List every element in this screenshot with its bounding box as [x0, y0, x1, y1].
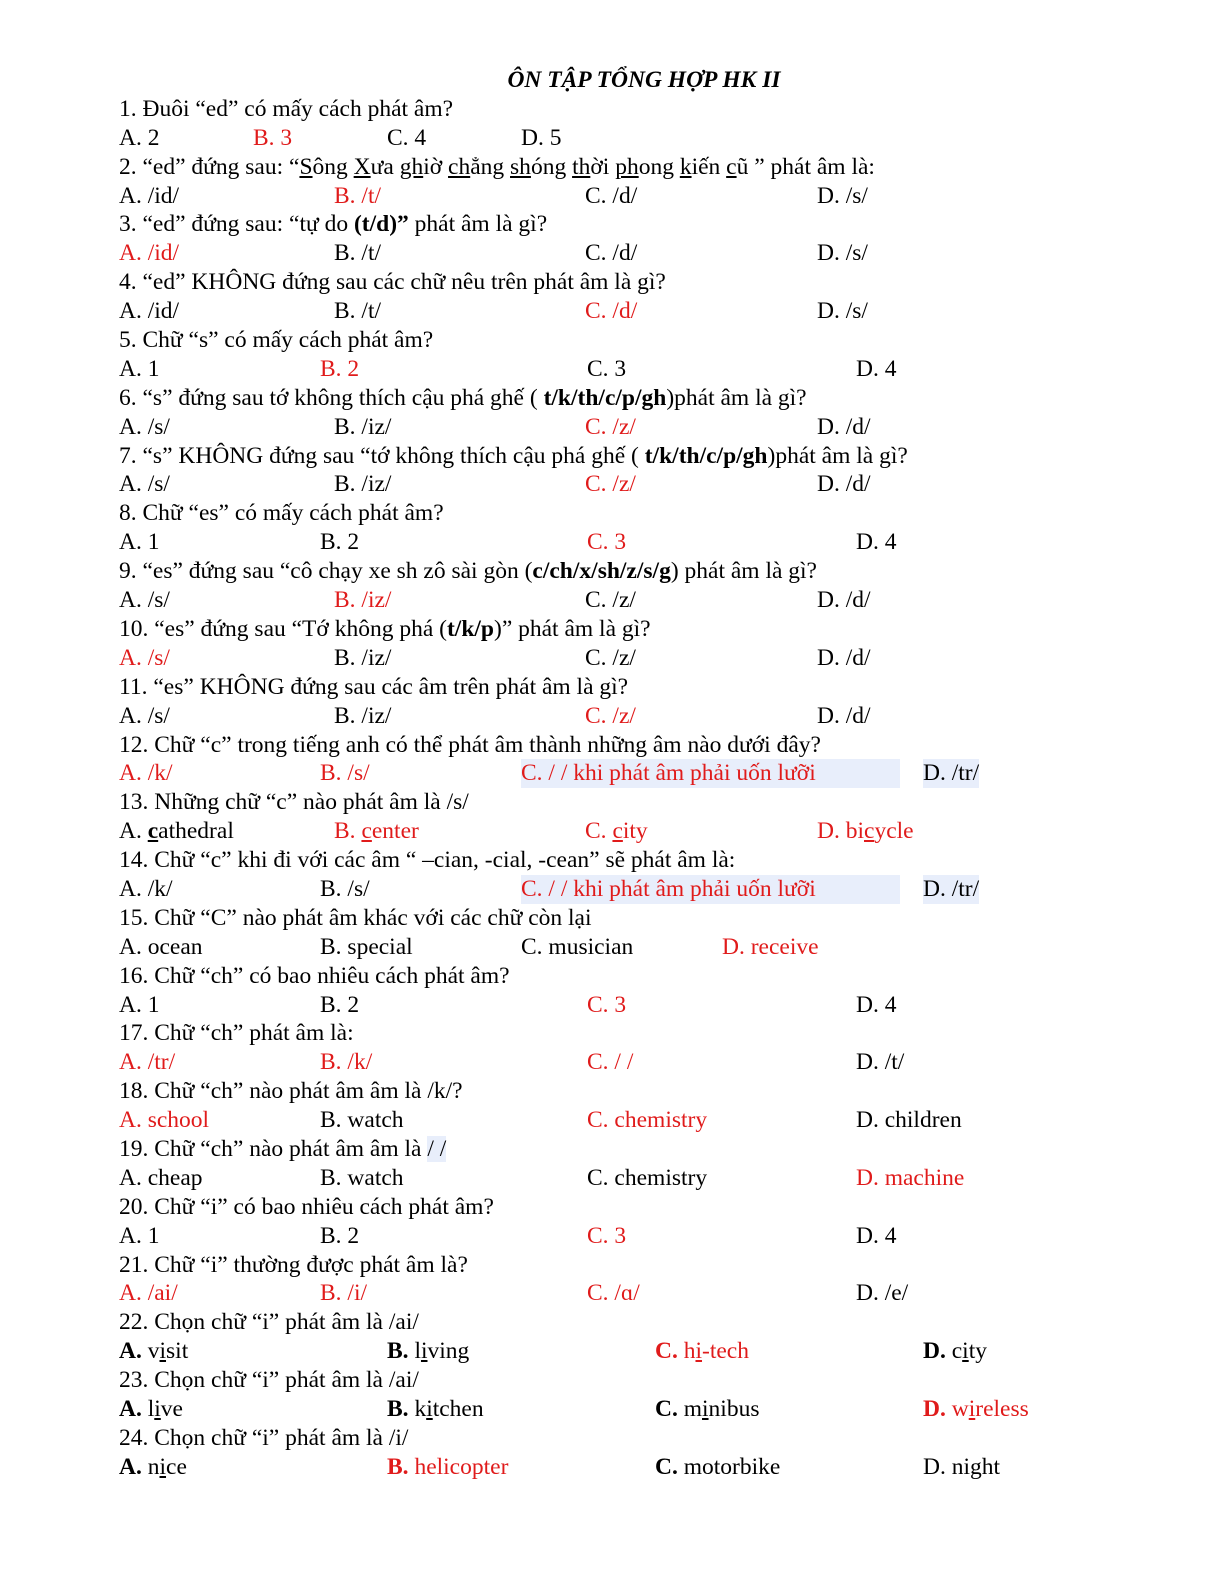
options-13 [119, 817, 1119, 846]
option-d: D. /d/ [817, 471, 871, 498]
question-2: 2. “ed” đứng sau: “Sông Xưa ghiờ chẳng shóng thời phong kiến cũ ” phát âm là: [119, 153, 875, 180]
option-d-answer: D. receive [722, 933, 819, 960]
option-d: D. /tr/ [923, 760, 980, 787]
option-b-answer: B. center [334, 818, 419, 845]
options-24 [119, 1453, 1119, 1482]
options-23 [119, 1395, 1119, 1424]
option-b-answer: B. /s/ [320, 760, 370, 787]
option-c-answer: C. / / khi phát âm phải uốn lưỡi [521, 759, 900, 788]
options-9 [119, 586, 1119, 615]
option-d-answer: D. machine [856, 1164, 965, 1191]
question-10: 10. “es” đứng sau “Tớ không phá (t/k/p)” phát âm là gì? [119, 615, 651, 642]
option-a: A. live [119, 1395, 183, 1422]
options-18 [119, 1106, 1119, 1135]
option-c-answer: C. /z/ [585, 471, 636, 498]
option-c: C. minibus [655, 1395, 760, 1422]
option-a: A. /id/ [119, 298, 180, 325]
option-a: A. /s/ [119, 587, 170, 614]
options-17 [119, 1048, 1119, 1077]
option-a: A. /id/ [119, 182, 180, 209]
option-b-answer: B. helicopter [387, 1453, 509, 1480]
option-a: A. cheap [119, 1164, 203, 1191]
option-b-answer: B. 2 [320, 355, 360, 382]
option-b: B. special [320, 933, 413, 960]
option-b-answer: B. 3 [253, 124, 293, 151]
option-b: B. watch [320, 1107, 404, 1134]
option-d: D. children [856, 1107, 962, 1134]
option-b: B. watch [320, 1164, 404, 1191]
option-d: D. 4 [856, 991, 897, 1018]
options-6 [119, 413, 1119, 442]
option-b: B. kitchen [387, 1395, 484, 1422]
option-b-answer: B. /i/ [320, 1280, 368, 1307]
option-d: D. /d/ [817, 644, 871, 671]
option-a: A. /k/ [119, 875, 173, 902]
option-c: C. /d/ [585, 182, 638, 209]
option-c: C. /d/ [585, 240, 638, 267]
option-c: C. chemistry [587, 1164, 708, 1191]
option-b: B. /iz/ [334, 702, 392, 729]
options-21 [119, 1279, 1119, 1308]
options-20 [119, 1222, 1119, 1251]
option-a-answer: A. /tr/ [119, 1049, 176, 1076]
option-c-answer: C. 3 [587, 529, 627, 556]
option-a: A. cathedral [119, 818, 234, 845]
options-12 [119, 759, 1119, 788]
option-a-answer: A. /ai/ [119, 1280, 178, 1307]
options-14 [119, 875, 1119, 904]
option-b: B. 2 [320, 1222, 360, 1249]
page-title: ÔN TẬP TỔNG HỢP HK II [507, 67, 781, 93]
option-a: A. /s/ [119, 471, 170, 498]
options-10 [119, 644, 1119, 673]
options-3 [119, 239, 1119, 268]
question-18: 18. Chữ “ch” nào phát âm âm là /k/? [119, 1078, 463, 1105]
option-c: C. /z/ [585, 644, 636, 671]
question-13: 13. Những chữ “c” nào phát âm là /s/ [119, 789, 469, 816]
options-7 [119, 470, 1119, 499]
option-d: D. /d/ [817, 413, 871, 440]
option-c-answer: C. / / khi phát âm phải uốn lưỡi [521, 875, 900, 904]
option-b: B. /iz/ [334, 644, 392, 671]
option-c-answer: C. 3 [587, 991, 627, 1018]
option-c: C. 3 [587, 355, 627, 382]
option-c-answer: C. /d/ [585, 298, 638, 325]
options-16 [119, 991, 1119, 1020]
option-d: D. 4 [856, 1222, 897, 1249]
option-a-answer: A. /id/ [119, 240, 180, 267]
option-c: C. /z/ [585, 587, 636, 614]
option-d: D. night [923, 1453, 1001, 1480]
option-d: D. city [923, 1338, 987, 1365]
option-c-answer: C. /z/ [585, 413, 636, 440]
option-c-answer: C. city [585, 818, 648, 845]
option-d: D. /e/ [856, 1280, 909, 1307]
options-4 [119, 297, 1119, 326]
option-d: D. /d/ [817, 702, 871, 729]
option-b: B. /s/ [320, 875, 370, 902]
option-d: D. /s/ [817, 182, 868, 209]
option-a-answer: A. school [119, 1107, 210, 1134]
option-d: D. 5 [521, 124, 562, 151]
option-a: A. nice [119, 1453, 187, 1480]
question-14: 14. Chữ “c” khi đi với các âm “ –cian, -cial, -cean” sẽ phát âm là: [119, 847, 736, 874]
option-d: D. 4 [856, 529, 897, 556]
option-a-answer: A. /k/ [119, 760, 173, 787]
option-a: A. visit [119, 1338, 189, 1365]
options-19 [119, 1164, 1119, 1193]
options-8 [119, 528, 1119, 557]
option-a: A. ocean [119, 933, 203, 960]
option-c-answer: C. chemistry [587, 1107, 708, 1134]
question-21: 21. Chữ “i” thường được phát âm là? [119, 1251, 468, 1278]
option-a: A. 2 [119, 124, 160, 151]
option-a: A. 1 [119, 1222, 160, 1249]
option-b-answer: B. /t/ [334, 182, 382, 209]
question-20: 20. Chữ “i” có bao nhiêu cách phát âm? [119, 1193, 494, 1220]
option-a-answer: A. /s/ [119, 644, 170, 671]
option-b-answer: B. /k/ [320, 1049, 373, 1076]
option-c: C. musician [521, 933, 634, 960]
question-12: 12. Chữ “c” trong tiếng anh có thể phát âm thành những âm nào dưới đây? [119, 731, 821, 758]
question-19: 19. Chữ “ch” nào phát âm âm là / / [119, 1135, 447, 1162]
options-22 [119, 1337, 1119, 1366]
options-2 [119, 182, 1119, 211]
option-d: D. /t/ [856, 1049, 905, 1076]
option-d: D. /d/ [817, 587, 871, 614]
option-d-answer: D. wireless [923, 1395, 1029, 1422]
option-c-answer: C. hi-tech [655, 1338, 749, 1365]
option-c: C. 4 [387, 124, 427, 151]
question-6: 6. “s” đứng sau tớ không thích cậu phá ghế ( t/k/th/c/p/gh)phát âm là gì? [119, 384, 807, 411]
option-a: A. /s/ [119, 413, 170, 440]
option-a: A. 1 [119, 991, 160, 1018]
question-9: 9. “es” đứng sau “cô chạy xe sh zô sài gòn (c/ch/x/sh/z/s/g) phát âm là gì? [119, 558, 817, 585]
options-1 [119, 124, 1119, 153]
question-16: 16. Chữ “ch” có bao nhiêu cách phát âm? [119, 962, 510, 989]
question-22: 22. Chọn chữ “i” phát âm là /ai/ [119, 1309, 419, 1336]
options-11 [119, 702, 1119, 731]
question-11: 11. “es” KHÔNG đứng sau các âm trên phát âm là gì? [119, 673, 629, 700]
question-24: 24. Chọn chữ “i” phát âm là /i/ [119, 1424, 409, 1451]
question-5: 5. Chữ “s” có mấy cách phát âm? [119, 327, 434, 354]
question-1: 1. Đuôi “ed” có mấy cách phát âm? [119, 95, 454, 122]
question-17: 17. Chữ “ch” phát âm là: [119, 1020, 354, 1047]
question-4: 4. “ed” KHÔNG đứng sau các chữ nêu trên phát âm là gì? [119, 269, 666, 296]
option-b: B. /iz/ [334, 413, 392, 440]
option-d: D. 4 [856, 355, 897, 382]
option-b: B. /t/ [334, 240, 382, 267]
option-d: D. /s/ [817, 240, 868, 267]
option-c: C. motorbike [655, 1453, 781, 1480]
option-b-answer: B. /iz/ [334, 587, 392, 614]
worksheet [119, 66, 1119, 1482]
option-a: A. 1 [119, 355, 160, 382]
options-5 [119, 355, 1119, 384]
option-c-answer: C. 3 [587, 1222, 627, 1249]
option-c-answer: C. / / [587, 1049, 634, 1076]
question-3: 3. “ed” đứng sau: “tự do (t/d)” phát âm là gì? [119, 211, 548, 238]
option-b: B. /iz/ [334, 471, 392, 498]
option-c-answer: C. /ɑ/ [587, 1280, 640, 1307]
option-d: D. /tr/ [923, 875, 980, 902]
option-a: A. /s/ [119, 702, 170, 729]
question-8: 8. Chữ “es” có mấy cách phát âm? [119, 500, 444, 527]
option-b: B. 2 [320, 991, 360, 1018]
option-d-answer: D. bicycle [817, 818, 914, 845]
question-7: 7. “s” KHÔNG đứng sau “tớ không thích cậu phá ghế ( t/k/th/c/p/gh)phát âm là gì? [119, 442, 908, 469]
option-a: A. 1 [119, 529, 160, 556]
question-15: 15. Chữ “C” nào phát âm khác với các chữ còn lại [119, 904, 592, 931]
option-d: D. /s/ [817, 298, 868, 325]
options-15 [119, 933, 1119, 962]
option-b: B. /t/ [334, 298, 382, 325]
question-23: 23. Chọn chữ “i” phát âm là /ai/ [119, 1367, 419, 1394]
option-c-answer: C. /z/ [585, 702, 636, 729]
option-b: B. 2 [320, 529, 360, 556]
option-b: B. living [387, 1338, 470, 1365]
